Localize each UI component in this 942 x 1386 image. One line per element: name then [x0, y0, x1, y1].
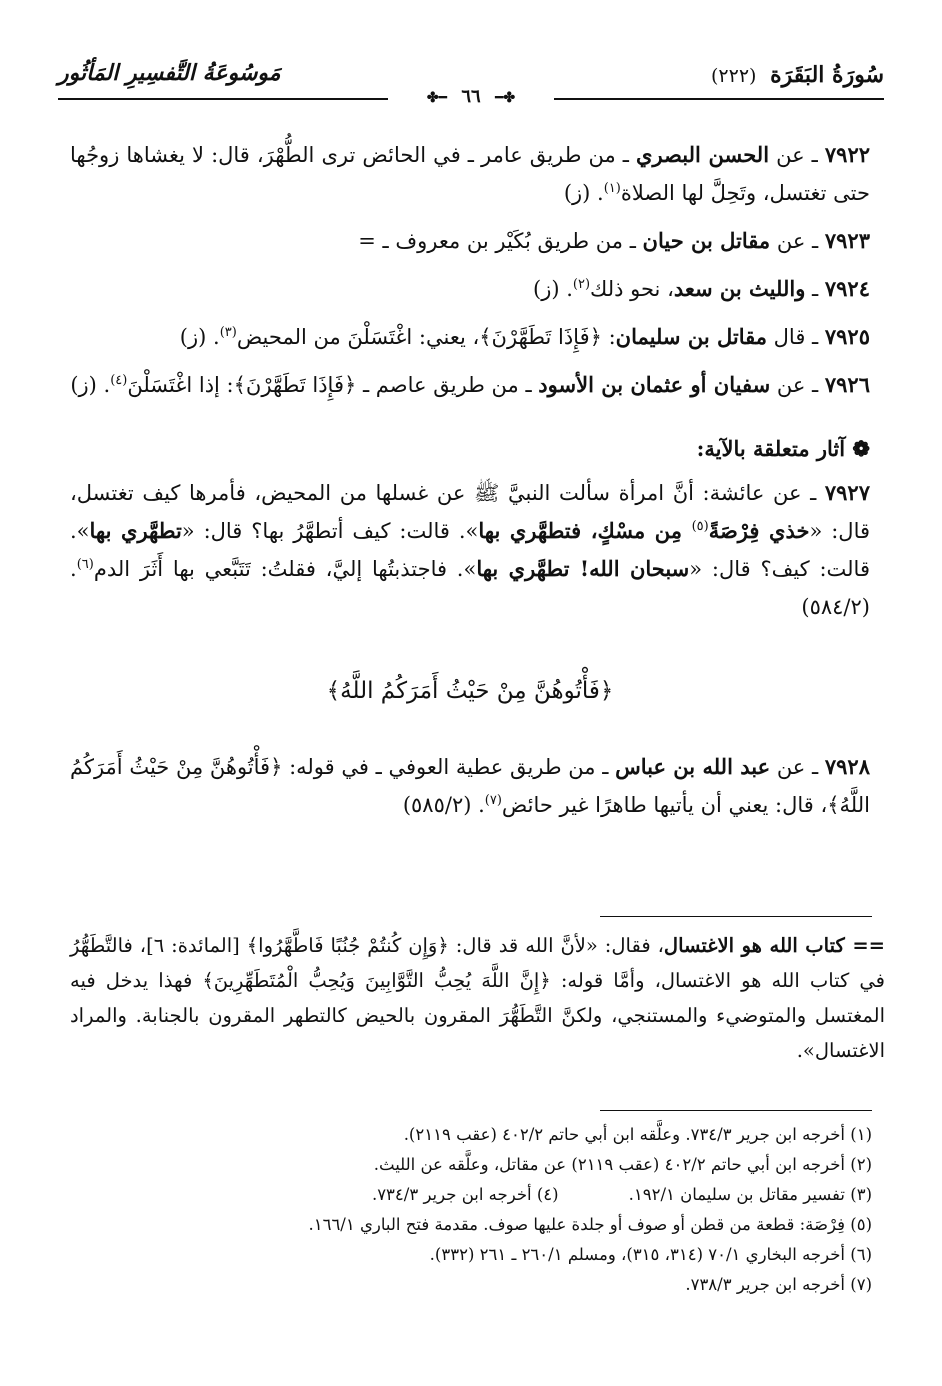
book-title: مَوسُوعَةُ التَّفسِيرِ المَأثُور — [58, 60, 281, 86]
footnote-item: (٤) أخرجه ابن جرير ٧٣٤/٣. — [371, 1185, 559, 1204]
footnote-ref[interactable]: (٤) — [110, 373, 128, 388]
continued-note — [70, 928, 885, 1068]
footnote-ref[interactable]: (٣) — [219, 325, 237, 340]
footnote-ref[interactable]: (٧) — [484, 793, 502, 808]
footnote-item: (٣) تفسير مقاتل بن سليمان ١٩٢/١. — [628, 1185, 872, 1204]
note-text: ، فقال: «لأنَّ الله قد قال: ﴿وَإِن كُنتُمْ جُنُبًا فَاطَّهَّرُوا﴾ [المائدة: ٦]، فالتَّطَهُّرُ في كتاب الله هو الاغتسال، وأمَّا قوله: ﴿إِنَّ اللَّهَ يُحِبُّ التَّوَّابِينَ وَيُحِبُّ الْمُتَطَهِّرِينَ﴾ فهذا يدخل فيه المغتسل والمتوضيء والمستنجي، ولكنَّ التَّطَهُّرَ المقرون بالحيض كالتطهر المقرون بالجنابة. والمراد الاغتسال». — [70, 934, 885, 1062]
footnote-pair — [72, 1180, 872, 1210]
verse-heading: ﴿فَأْتُوهُنَّ مِنْ حَيْثُ أَمَرَكُمُ اللَّهُ﴾ — [326, 678, 614, 704]
surah-title: سُورَةُ البَقَرَة — [770, 62, 884, 88]
page-header — [58, 58, 884, 107]
footnotes-rule — [600, 1110, 872, 1111]
running-head-surah — [711, 62, 884, 88]
footnote-ref[interactable]: (٥) — [691, 519, 709, 534]
page-number-block — [58, 86, 884, 107]
footnote-item: (٦) أخرجه البخاري ٧٠/١ (٣١٤، ٣١٥)، ومسلم ٢٦٠/١ ـ ٢٦١ (٣٣٢). — [429, 1245, 872, 1264]
narration-entry: ٧٩٢٧ ـ عن عائشة: أنَّ امرأة سألت النبيَّ ﷺ عن غسلها من المحيض، فأمرها كيف تغتسل، قال: «خذي فِرْصَةً$^{(٥)}$ مِن مسْكٍ، فتطهَّري بها». قالت: كيف أتطهَّرُ بها؟ قال: «تطهَّري بها». قالت: كيف؟ قال: «سبحان الله! تطهَّري بها». فاجتذبتُها إليَّ، فقلتُ: تَتَبَّعي بها أَثَرَ الدم$^{(٦)}$. (٥٨٤/٢) — [70, 480, 871, 619]
note-lead: == كتاب الله هو الاغتسال — [663, 934, 886, 957]
ayah-ref: (٢٢٢) — [711, 65, 757, 87]
narration-entry: ٧٩٢٣ ـ عن مقاتل بن حيان ـ من طريق بُكَيْر بن معروف ـ = — [358, 228, 870, 253]
narration-entry: ٧٩٢٦ ـ عن سفيان أو عثمان بن الأسود ـ من طريق عاصم ـ ﴿فَإِذَا تَطَهَّرْنَ﴾: إذا اغْتَسَلْنَ$^{(٤)}$. (ز) — [70, 372, 870, 397]
footnotes — [72, 1120, 872, 1300]
section-heading: ❁ آثار متعلقة بالآية: — [696, 436, 870, 461]
ornament-icon: ✤━ — [494, 90, 516, 106]
narration-entry: ٧٩٢٨ ـ عن عبد الله بن عباس ـ من طريق عطية العوفي ـ في قوله: ﴿فَأْتُوهُنَّ مِنْ حَيْثُ أَمَرَكُمُ اللَّهُ﴾، قال: يعني أن يأتيها طاهرًا غير حائض$^{(٧)}$. (٥٨٥/٢) — [70, 754, 870, 817]
footnote-ref[interactable]: (١) — [603, 181, 621, 196]
narration-entry: ٧٩٢٢ ـ عن الحسن البصري ـ من طريق عامر ـ في الحائض ترى الطُّهْرَ، قال: لا يغشاها زوجُها حتى تغتسل، وتَحِلَّ لها الصلاة$^{(١)}$. (ز) — [70, 142, 871, 205]
narration-entry: ٧٩٢٥ ـ قال مقاتل بن سليمان: ﴿فَإِذَا تَطَهَّرْنَ﴾، يعني: اغْتَسَلْنَ من المحيض$^{(٣)}$. (ز) — [179, 324, 870, 349]
main-text — [70, 136, 870, 834]
footnote-item: (٧) أخرجه ابن جرير ٧٣٨/٣. — [685, 1275, 872, 1294]
narration-entry: ٧٩٢٤ ـ والليث بن سعد، نحو ذلك$^{(٢)}$. (ز) — [533, 276, 870, 301]
page-number: ٦٦ — [461, 86, 481, 107]
footnote-item: (١) أخرجه ابن جرير ٧٣٤/٣. وعلَّقه ابن أبي حاتم ٤٠٢/٢ (عقب ٢١١٩). — [403, 1125, 872, 1144]
footnote-ref[interactable]: (٢) — [572, 277, 591, 292]
ornament-icon: ━✤ — [426, 90, 448, 106]
separator-rule — [600, 916, 872, 917]
footnote-ref[interactable]: (٦) — [76, 557, 94, 572]
footnote-item: (٢) أخرجه ابن أبي حاتم ٤٠٢/٢ (عقب ٢١١٩) عن مقاتل، وعلَّقه عن الليث. — [373, 1155, 872, 1174]
footnote-item: (٥) فِرْصَة: قطعة من قطن أو صوف أو جلدة عليها صوف. مقدمة فتح الباري ١٦٦/١. — [308, 1215, 872, 1234]
